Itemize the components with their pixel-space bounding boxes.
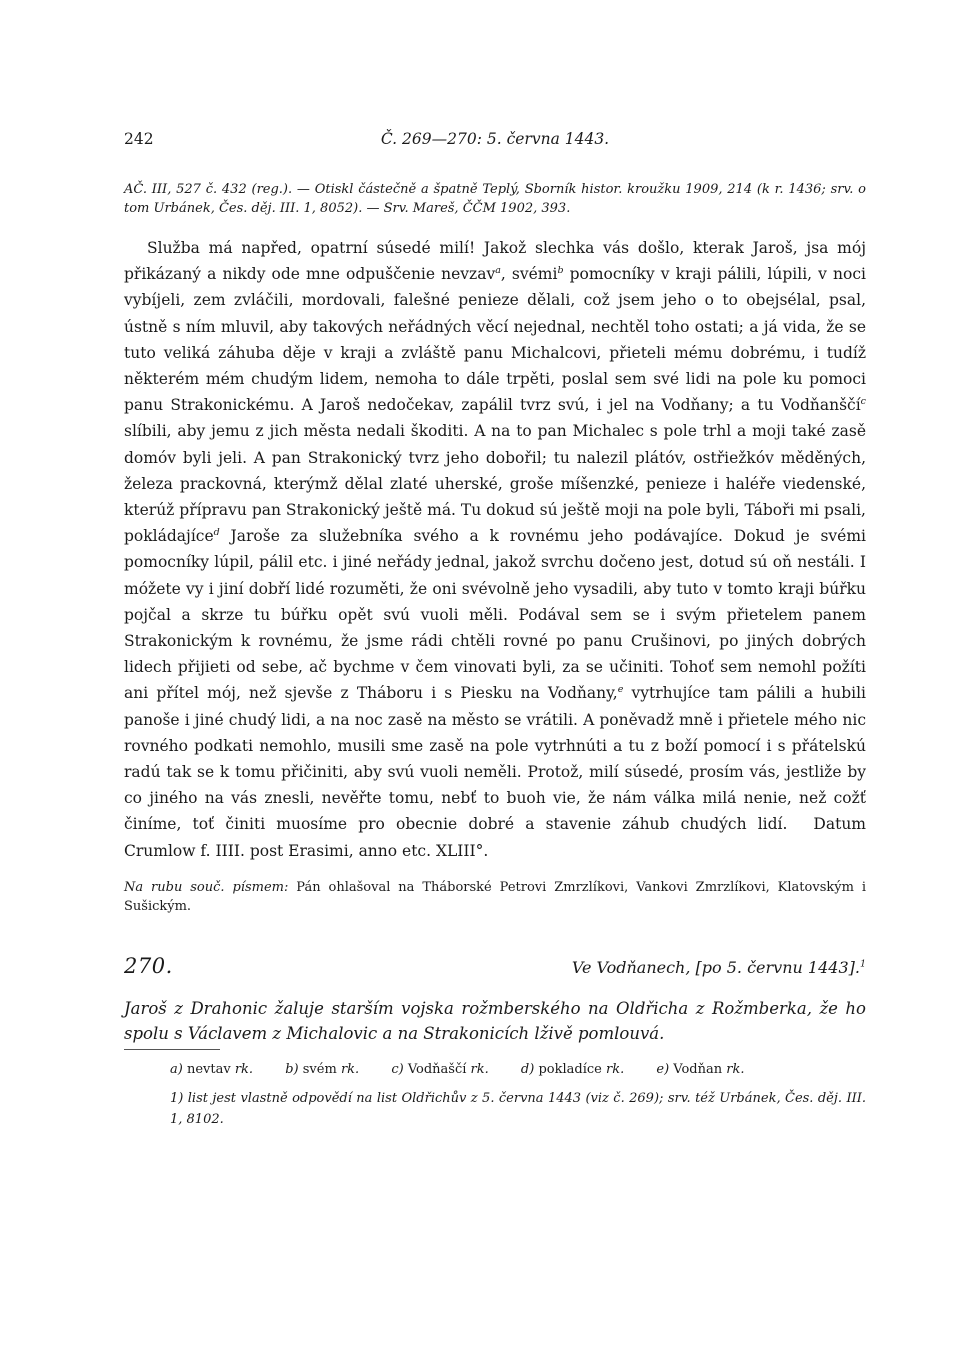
footnote-item <box>656 1062 744 1077</box>
book-page <box>124 130 866 1130</box>
footnote-mark-1: 1 <box>859 958 866 970</box>
letter-text-part: , svémi <box>500 265 558 284</box>
footnote-word: svém <box>302 1061 337 1077</box>
footnote-1: 1) list jest vlastně odpovědí na list Oldřichův z 5. června 1443 (viz č. 269); srv. též Urbánek, Čes. děj. III. 1, 8102. <box>170 1090 866 1127</box>
letter-text-part: Služba má napřed, opatrní súsedé milí! Jakož slechka vás došlo, kterak Jaroš, jsa mój přikázaný a nikdy ode mne odpuščenie nevzav <box>124 239 866 284</box>
numbered-footnote <box>124 1088 866 1130</box>
verso-text: Pán ohlašoval na Tháborské Petrovi Zmrzlíkovi, Vankovi Zmrzlíkovi, Klatovským i Sušickým. <box>124 879 867 914</box>
document-number: 270. <box>124 953 173 978</box>
footnote-mark-a: a <box>495 265 501 277</box>
footnote-item <box>391 1062 488 1077</box>
footnote-mark-b: b <box>557 265 564 277</box>
letter-text-part: Jaroše za služebníka svého a k rovnému jeho podávajíce. Dokud je svémi pomocníky lúpil, pálil etc. i jiné neřády jednal, jakož svrchu dočeno jest, dotud sú oň nestáli. I móžete vy i jiní dobří lidé rozuměti, že oni svévolně jeho vysadili, aby tuto v tomto kraji búřku pojčal a skrze tu búřku opět svú vuoli měli. Podával sem se i svým přietelem panem Strakonickým k rovnému, že jsme rádi chtěli rovné po panu Crušinovi, po jiných dobrých lidech přijieti od sebe, ač bychme v čem vinovati byli, za se učiniti. Tohoť sem nemohl požíti ani přítel mój, než sjevše z Tháboru i s Piesku na Vodňany, <box>124 527 866 703</box>
letter-text-part: vytrhujíce tam pálili a hubili panoše i jiné chudý lidi, a na noc zasě na město se vrátili. A poněvadž mně i přietele mého nic rovného podkati nemohlo, musili sme zasě na pole vytrhnúti a tu z boží pomocí i s přátelskú radú tak se k tomu přičiniti, aby svú vuoli neměli. Protož, milí súsedé, prosím vás, jestliže by co jiného na vás znesli, nevěřte tomu, nebť to buoh vie, že nám válka milá nenie, než cožť činíme, toť činiti muosíme pro obecnie dobré a stavenie záhub chudých lidí. <box>124 684 866 834</box>
footnote-item <box>285 1062 359 1077</box>
footnote-word: Vodňan <box>673 1061 723 1077</box>
running-header <box>124 130 866 160</box>
footnote-mark-e: e <box>617 684 624 696</box>
footnote-abbr: rk. <box>606 1061 625 1077</box>
source-note: AČ. III, 527 č. 432 (reg.). — Otiskl částečně a špatně Teplý, Sborník histor. kroužku 1909, 214 (k r. 1436; srv. o tom Urbánek, Čes. děj. III. 1, 8052). — Srv. Mareš, ČČM 1902, 393. <box>124 182 866 216</box>
footnote-letter: b) <box>285 1061 299 1077</box>
footnote-divider <box>124 1049 220 1050</box>
letter-text <box>124 235 866 864</box>
footnote-word: nevtav <box>186 1061 231 1077</box>
page-number: 242 <box>124 130 154 148</box>
footnote-mark-c: c <box>860 396 866 408</box>
datum-line: Datum Crumlow f. IIII. post Erasimi, anno etc. XLIII°. <box>124 815 866 860</box>
document-place-date <box>572 958 866 977</box>
textual-footnotes <box>124 1060 866 1080</box>
letter-paragraph <box>124 235 866 864</box>
footnote-item <box>521 1062 624 1077</box>
footnote-abbr: rk. <box>340 1061 360 1077</box>
place-date-text: Ve Vodňanech, [po 5. červnu 1443]. <box>571 957 860 977</box>
regest: Jaroš z Drahonic žaluje starším vojska rožmberského na Oldřicha z Rožmberka, že ho spolu s Václavem z Michalovic a na Strakonicích lživě pomlouvá. <box>124 998 866 1043</box>
footnote-item <box>170 1062 253 1077</box>
footnote-letter: a) <box>170 1061 183 1077</box>
footnote-mark-d: d <box>213 527 220 539</box>
footnote-letter: e) <box>656 1061 670 1077</box>
footnote-letter: d) <box>520 1061 535 1077</box>
verso-lead: Na rubu souč. písmem: <box>124 879 289 895</box>
letter-text-part: pomocníky v kraji pálili, lúpili, v noci vybíjeli, zem zvláčili, mordovali, falešné penieze dělali, což jsem jeho o to obejsélal, psal, ústně s ním mluvil, aby takových neřádných věcí nejednal, nechtěl toho ostati; a já vida, že se tuto veliká záhuba děje v kraji a zvláště panu Michalcovi, přieteli mému dobrému, i tudíž některém mém chudým lidem, nemoha to dále trpěti, poslal sem své lidi na pole ku pomoci panu Strakonickému. A Jaroš nedočekav, zapálil tvrz svú, i jel na Vodňany; a tu Vodňanščí <box>124 265 866 415</box>
document-heading <box>124 954 866 994</box>
footnote-letter: c) <box>391 1061 404 1077</box>
footnote-abbr: rk. <box>234 1061 254 1077</box>
footnote-word: pokladíce <box>538 1061 602 1077</box>
verso-note <box>124 878 866 916</box>
footnote-abbr: rk. <box>726 1061 745 1077</box>
footnote-word: Vodňaščí <box>407 1061 467 1077</box>
running-title: Č. 269—270: 5. června 1443. <box>380 130 610 148</box>
footnote-abbr: rk. <box>470 1061 489 1077</box>
letter-text-part: slíbili, aby jemu z jich města nedali škoditi. A na to pan Michalec s pole trhl a moji také zasě domóv byli jeli. A pan Strakonický tvrz jeho dobořil; tu nalezil plátóv, ostřiežkóv měděných, železa prackovná, kterýmž dělal zlaté uherské, groše míšenzké, penieze i haléře viedenské, kterúž přípravu pan Strakonický ještě má. Tu dokud sú ještě moji na pole byli, Táboři mi psali, pokládajíce <box>124 422 866 546</box>
